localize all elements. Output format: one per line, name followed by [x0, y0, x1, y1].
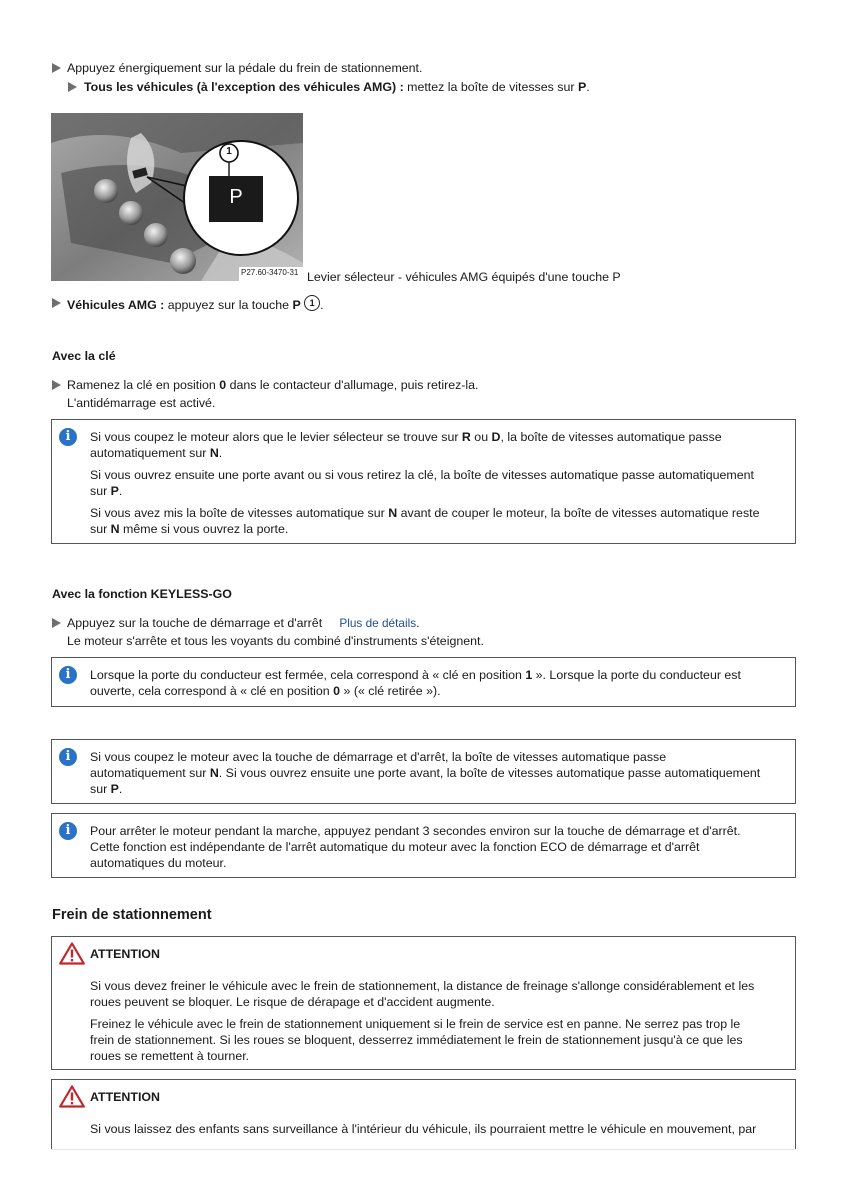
info-paragraph: Si vous avez mis la boîte de vitesses automatique sur N avant de couper le moteur, la boîte de vitesses automatique reste sur N même si vous ouvrez la porte. — [90, 506, 760, 536]
step-press-parking-brake: Appuyez énergiquement sur la pédale du frein de stationnement. — [67, 61, 423, 75]
info-box-start-stop-neutral — [51, 739, 796, 804]
warning-box-parking-brake — [51, 936, 796, 1070]
step-all-vehicles: Tous les véhicules (à l'exception des véhicules AMG) : mettez la boîte de vitesses sur P. — [84, 80, 590, 94]
warning-paragraph: Freinez le véhicule avec le frein de stationnement uniquement si le frein de service est en panne. Ne serrez pas trop le frein de stationnement. Si les roues se bloquent, desserrez immédiatement le frein de stationnement jusqu'à ce que les roues se remettent à tourner. — [90, 1017, 743, 1063]
step-result-immobilizer: L'antidémarrage est activé. — [67, 396, 216, 410]
figure-caption: Levier sélecteur - véhicules AMG équipés d'une touche P — [307, 270, 621, 284]
info-icon: i — [59, 748, 77, 766]
page-cut-divider — [51, 1149, 796, 1150]
warning-title: ATTENTION — [90, 947, 160, 961]
section-title-parking-brake: Frein de stationnement — [52, 907, 212, 923]
warning-triangle-icon — [59, 1085, 85, 1108]
step-amg-vehicles: Véhicules AMG : appuyez sur la touche P 1 . — [67, 295, 324, 313]
info-paragraph: Si vous ouvrez ensuite une porte avant ou si vous retirez la clé, la boîte de vitesses automatique passe automatiquement sur P. — [90, 468, 754, 498]
selector-lever-illustration — [51, 113, 303, 281]
bullet-arrow-icon — [68, 82, 77, 92]
info-paragraph: Si vous coupez le moteur alors que le levier sélecteur se trouve sur R ou D, la boîte de vitesses automatique passe automatiquement sur N. — [90, 430, 722, 460]
figure-ref-code: P27.60-3470-31 — [241, 268, 299, 277]
info-box-door-key-position — [51, 657, 796, 707]
info-icon: i — [59, 822, 77, 840]
p-key-label: P — [229, 186, 243, 208]
bullet-arrow-icon — [52, 380, 61, 390]
warning-title: ATTENTION — [90, 1090, 160, 1104]
warning-box-children — [51, 1079, 796, 1150]
info-paragraph: Lorsque la porte du conducteur est fermée, cela correspond à « clé en position 1 ». Lorsque la porte du conducteur est ouverte, cela correspond à « clé en position 0 » (« clé retirée »). — [90, 668, 741, 698]
info-icon: i — [59, 666, 77, 684]
warning-paragraph: Si vous devez freiner le véhicule avec le frein de stationnement, la distance de freinage s'allonge considérablement et les roues peuvent se bloquer. Le risque de dérapage et d'accident augmente. — [90, 979, 755, 1009]
step-press-start-stop: Appuyez sur la touche de démarrage et d'arrêt Plus de détails. — [67, 616, 420, 630]
section-title-key: Avec la clé — [52, 349, 116, 363]
info-paragraph: Si vous coupez le moteur avec la touche de démarrage et d'arrêt, la boîte de vitesses automatique passe automatiquement sur N. Si vous ouvrez ensuite une porte avant, la boîte de vitesses automatique passe automatiquement sur P. — [90, 750, 761, 796]
step-result-lamps-off: Le moteur s'arrête et tous les voyants du combiné d'instruments s'éteignent. — [67, 634, 484, 648]
selector-lever-photo — [51, 113, 303, 281]
callout-number: 1 — [226, 146, 232, 157]
bullet-arrow-icon — [52, 298, 61, 308]
warning-triangle-icon — [59, 942, 85, 965]
more-details-link[interactable]: Plus de détails — [339, 616, 417, 630]
warning-paragraph: Si vous laissez des enfants sans surveillance à l'intérieur du véhicule, ils pourraient mettre le véhicule en mouvement, par — [90, 1122, 757, 1136]
info-paragraph: Pour arrêter le moteur pendant la marche, appuyez pendant 3 secondes environ sur la touche de démarrage et d'arrêt. Cette fonction est indépendante de l'arrêt automatique du moteur avec la fonction ECO de démarrage et d'arrêt automatiques du moteur. — [90, 824, 741, 870]
info-icon: i — [59, 428, 77, 446]
bullet-arrow-icon — [52, 63, 61, 73]
section-title-keyless-go: Avec la fonction KEYLESS-GO — [52, 587, 232, 601]
callout-1-icon: 1 — [304, 295, 320, 311]
step-remove-key: Ramenez la clé en position 0 dans le contacteur d'allumage, puis retirez-la. — [67, 378, 479, 392]
info-box-gear-position — [51, 419, 796, 544]
info-box-stop-while-driving — [51, 813, 796, 878]
bullet-arrow-icon — [52, 618, 61, 628]
